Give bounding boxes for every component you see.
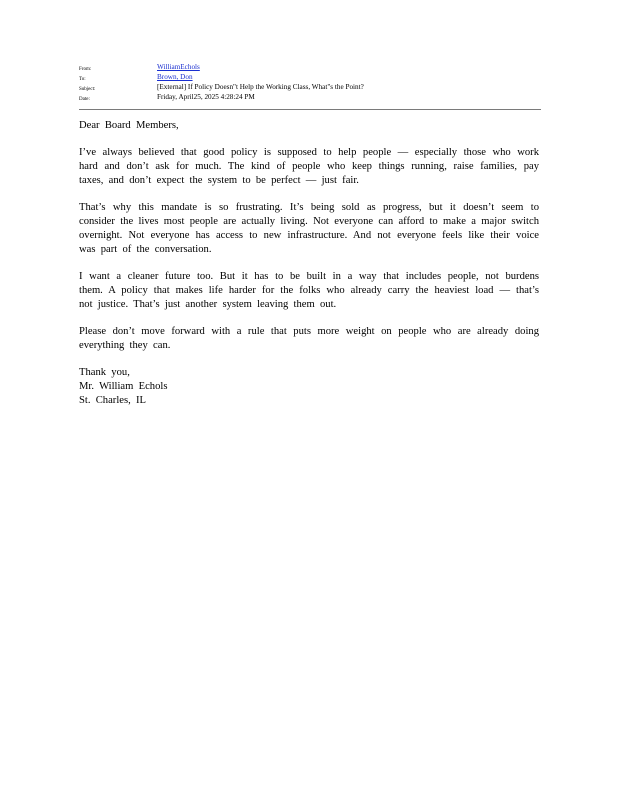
letter-paragraph: I want a cleaner future too. But it has to be built in a way that includes people, not burdens them. A policy that makes life harder for the folks who already carry the heaviest load — that’s not justice. That’s just another system leaving them out. [79, 271, 539, 310]
letter-paragraph: I’ve always believed that good policy is supposed to help people — especially those who work hard and don’t ask for much. The kind of people who keep things running, raise families, pay taxes, and don’t expect the system to be perfect — just fair. [79, 147, 539, 186]
date-value: Friday, April25, 2025 4:28:24 PM [157, 93, 255, 101]
subject-value: [External] If Policy Doesn"t Help the Working Class, What"s the Point? [157, 83, 364, 91]
header-divider [79, 109, 541, 110]
from-label: From: [79, 67, 92, 72]
letter-body [79, 119, 539, 408]
to-label: To: [79, 77, 86, 82]
email-header [79, 62, 541, 102]
signature-name: Mr. William Echols [79, 381, 168, 392]
letter-greeting: Dear Board Members, [79, 120, 179, 131]
header-from-row [79, 62, 541, 72]
letter-closing: Thank you, [79, 367, 130, 378]
to-recipient-link[interactable]: Brown, Don [157, 73, 193, 81]
letter-closing-block [79, 366, 539, 408]
subject-label: Subject: [79, 87, 96, 92]
signature-location: St. Charles, IL [79, 395, 146, 406]
date-label: Date: [79, 97, 90, 102]
letter-paragraph: Please don’t move forward with a rule that puts more weight on people who are already doing everything they can. [79, 326, 539, 351]
from-sender-link[interactable]: WilliamEchols [157, 63, 200, 71]
letter-paragraph: That’s why this mandate is so frustrating. It’s being sold as progress, but it doesn’t seem to consider the lives most people are actually living. Not everyone can afford to make a major switch overnight. Not everyone has access to new infrastructure. And not everyone feels like their voice was part of the conversation. [79, 202, 539, 255]
